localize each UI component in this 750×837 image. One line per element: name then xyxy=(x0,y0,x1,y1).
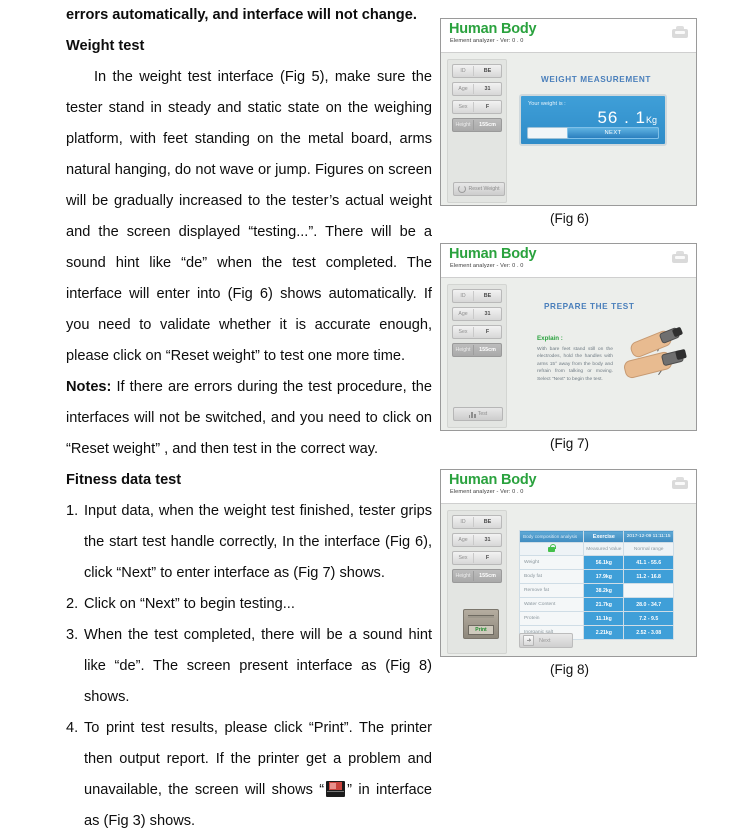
app-screen-prepare-test xyxy=(440,243,697,431)
row-measured: 17.9kg xyxy=(584,570,624,584)
next-button-label: Next xyxy=(539,637,551,644)
weight-progress-bar xyxy=(527,127,659,139)
hands-holding-handles-illustration xyxy=(616,332,688,384)
row-normal: 2.52 - 3.08 xyxy=(624,626,674,640)
list-item-number: 2. xyxy=(66,596,79,612)
printer-slot-icon xyxy=(468,615,494,618)
table-row xyxy=(520,556,674,570)
case-icon[interactable] xyxy=(672,477,688,489)
list-item-text: Click on “Next” to begin testing... xyxy=(84,596,295,612)
printer-error-icon xyxy=(326,781,345,797)
field-id-label: ID xyxy=(453,517,474,527)
row-measured: 21.7kg xyxy=(584,598,624,612)
heading-fitness-data-test: Fitness data test xyxy=(66,472,182,488)
table-row xyxy=(520,584,674,598)
figure-caption-fig7: (Fig 7) xyxy=(549,436,589,451)
list-item-number: 3. xyxy=(66,627,79,643)
field-height-value: 155cm xyxy=(479,122,496,128)
field-age-label: Age xyxy=(453,535,474,545)
app-header xyxy=(441,244,696,278)
figure-caption-fig6: (Fig 6) xyxy=(549,211,589,226)
results-title: Body composition analysis xyxy=(520,531,584,543)
figure-caption-fig8: (Fig 8) xyxy=(549,662,589,677)
field-sex-label: Sex xyxy=(453,553,474,563)
list-item xyxy=(66,713,432,837)
field-age-label: Age xyxy=(453,309,474,319)
row-measured: 2.21kg xyxy=(584,626,624,640)
field-sex[interactable] xyxy=(452,100,502,114)
table-row xyxy=(520,598,674,612)
paragraph-errors xyxy=(66,0,432,31)
reset-icon xyxy=(458,185,466,193)
field-sex-value: F xyxy=(485,329,490,335)
bar-chart-icon xyxy=(469,411,476,418)
app-header xyxy=(441,19,696,53)
app-subtitle: Element analyzer - Ver: 0 . 0 xyxy=(450,489,524,495)
field-age[interactable] xyxy=(452,533,502,547)
column-header-measured: Measured Value xyxy=(584,543,624,556)
next-button[interactable]: NEXT xyxy=(567,127,659,139)
table-row xyxy=(520,570,674,584)
paragraph-errors-text: errors automatically, and interface will not change. xyxy=(66,7,417,23)
figure-fig8 xyxy=(440,469,699,677)
weight-unit: Kg xyxy=(645,115,657,125)
field-id-label: ID xyxy=(453,66,474,76)
field-height-value: 155cm xyxy=(479,573,496,579)
field-id-value: BE xyxy=(483,519,492,525)
explain-body: With bare feet stand still on the electrodes, hold the handles with arms 15° away from the body and refrain from talking or moving. Select “Next” to begin the test. xyxy=(537,347,613,382)
list-item-number: 1. xyxy=(66,503,79,519)
row-measured: 11.1kg xyxy=(584,612,624,626)
reset-weight-button[interactable] xyxy=(453,182,505,196)
figure-column xyxy=(440,0,740,677)
table-row xyxy=(520,612,674,626)
field-age-value: 31 xyxy=(484,537,491,543)
field-height[interactable] xyxy=(452,569,502,583)
list-item-text: When the test completed, there will be a sound hint like “de”. The screen present interface as (Fig 8) shows. xyxy=(84,627,432,705)
app-body xyxy=(441,278,696,431)
field-height-value: 155cm xyxy=(479,347,496,353)
list-item-text-before: To print test results, please click “Print”. The printer then output report. If the printer get a problem and unavailable, the screen will shows “ xyxy=(84,720,432,798)
row-normal: 41.1 - 55.6 xyxy=(624,556,674,570)
field-height-label: Height xyxy=(453,120,474,130)
figure-fig6 xyxy=(440,18,699,226)
next-arrow-icon xyxy=(523,635,534,646)
field-id-value: BE xyxy=(483,68,492,74)
patient-info-panel xyxy=(447,59,507,203)
row-normal: 7.2 - 9.5 xyxy=(624,612,674,626)
row-label: Protein xyxy=(520,612,584,626)
lock-cell[interactable] xyxy=(520,543,584,556)
test-button[interactable] xyxy=(453,407,503,421)
print-button-label: Print xyxy=(468,625,494,635)
row-normal xyxy=(624,584,674,598)
weight-number: 56 . 1 xyxy=(597,108,646,127)
patient-info-panel xyxy=(447,510,507,654)
field-sex-value: F xyxy=(485,555,490,561)
next-button[interactable] xyxy=(519,633,573,648)
print-button[interactable] xyxy=(463,609,499,639)
field-height-label: Height xyxy=(453,345,474,355)
app-brand-title: Human Body xyxy=(449,472,537,488)
row-label: Remove fat xyxy=(520,584,584,598)
field-height-label: Height xyxy=(453,571,474,581)
notes-lead: Notes: xyxy=(66,379,112,395)
patient-info-panel xyxy=(447,284,507,428)
results-timestamp: 2017-12-09 11:11:15 xyxy=(624,531,674,543)
row-label: Body fat xyxy=(520,570,584,584)
app-body xyxy=(441,53,696,206)
field-age[interactable] xyxy=(452,307,502,321)
list-item-number: 4. xyxy=(66,720,79,736)
explain-title: Explain : xyxy=(537,335,563,342)
reset-weight-label: Reset Weight xyxy=(468,186,500,192)
weight-result-panel xyxy=(519,94,667,146)
row-label: Water Content xyxy=(520,598,584,612)
results-table xyxy=(519,530,674,640)
numbered-steps-list xyxy=(66,496,432,837)
heading-weight-test: Weight test xyxy=(66,38,145,54)
figure-fig7 xyxy=(440,243,699,451)
field-sex-label: Sex xyxy=(453,102,474,112)
field-sex-value: F xyxy=(485,104,490,110)
case-icon[interactable] xyxy=(672,26,688,38)
row-normal: 11.2 - 16.8 xyxy=(624,570,674,584)
test-button-label: Test xyxy=(477,411,488,417)
field-age-value: 31 xyxy=(484,311,491,317)
app-screen-results xyxy=(440,469,697,657)
weight-value xyxy=(521,108,657,128)
row-measured: 38.2kg xyxy=(584,584,624,598)
app-subtitle: Element analyzer - Ver: 0 . 0 xyxy=(450,38,524,44)
field-age-label: Age xyxy=(453,84,474,94)
table-column-header-row xyxy=(520,543,674,556)
case-icon[interactable] xyxy=(672,251,688,263)
app-subtitle: Element analyzer - Ver: 0 . 0 xyxy=(450,263,524,269)
list-item xyxy=(66,589,432,620)
app-brand-title: Human Body xyxy=(449,246,537,262)
field-sex[interactable] xyxy=(452,551,502,565)
weight-label: Your weight is : xyxy=(528,101,566,107)
paragraph-notes xyxy=(66,372,432,465)
row-measured: 56.1kg xyxy=(584,556,624,570)
field-id[interactable] xyxy=(452,289,502,303)
row-normal: 28.0 - 34.7 xyxy=(624,598,674,612)
field-height[interactable] xyxy=(452,343,502,357)
list-item xyxy=(66,496,432,589)
field-id-value: BE xyxy=(483,293,492,299)
lock-icon xyxy=(548,544,555,552)
notes-text: If there are errors during the test procedure, the interfaces will not be switched, and you need to click on “Reset weight” , and then test in the correct way. xyxy=(66,379,432,457)
list-item-text: Input data, when the weight test finished, tester grips the start test handle correctly, In the interface (Fig 6), click “Next” to enter interface as (Fig 7) shows. xyxy=(84,503,432,581)
field-sex-label: Sex xyxy=(453,327,474,337)
body-text-column xyxy=(66,0,432,837)
screen-title-prepare: PREPARE THE TEST xyxy=(544,302,635,311)
app-screen-weight-measurement xyxy=(440,18,697,206)
list-item-text-after: ” in interface as (Fig 3) shows. xyxy=(84,782,432,829)
list-item xyxy=(66,620,432,713)
field-height[interactable] xyxy=(452,118,502,132)
app-header xyxy=(441,470,696,504)
field-age-value: 31 xyxy=(484,86,491,92)
screen-title-weight: WEIGHT MEASUREMENT xyxy=(541,75,651,84)
row-label: Weight xyxy=(520,556,584,570)
app-body xyxy=(441,504,696,657)
field-age[interactable] xyxy=(452,82,502,96)
field-id-label: ID xyxy=(453,291,474,301)
results-mode: Exercise xyxy=(584,531,624,543)
field-sex[interactable] xyxy=(452,325,502,339)
table-header-row xyxy=(520,531,674,543)
field-id[interactable] xyxy=(452,515,502,529)
column-header-normal: Normal range xyxy=(624,543,674,556)
app-brand-title: Human Body xyxy=(449,21,537,37)
paragraph-weight-test: In the weight test interface (Fig 5), make sure the tester stand in steady and static state on the weighing platform, with feet standing on the metal board, arms natural hanging, do not wave or jump. Figures on screen will be gradually increased to the tester’s actual weight and the screen displayed “testing...”. There will be a sound hint like “de” when the test completed. The interface will enter into (Fig 6) shows automatically. If you need to validate whether it is accurate enough, please click on “Reset weight” to test one more time. xyxy=(66,69,432,364)
field-id[interactable] xyxy=(452,64,502,78)
